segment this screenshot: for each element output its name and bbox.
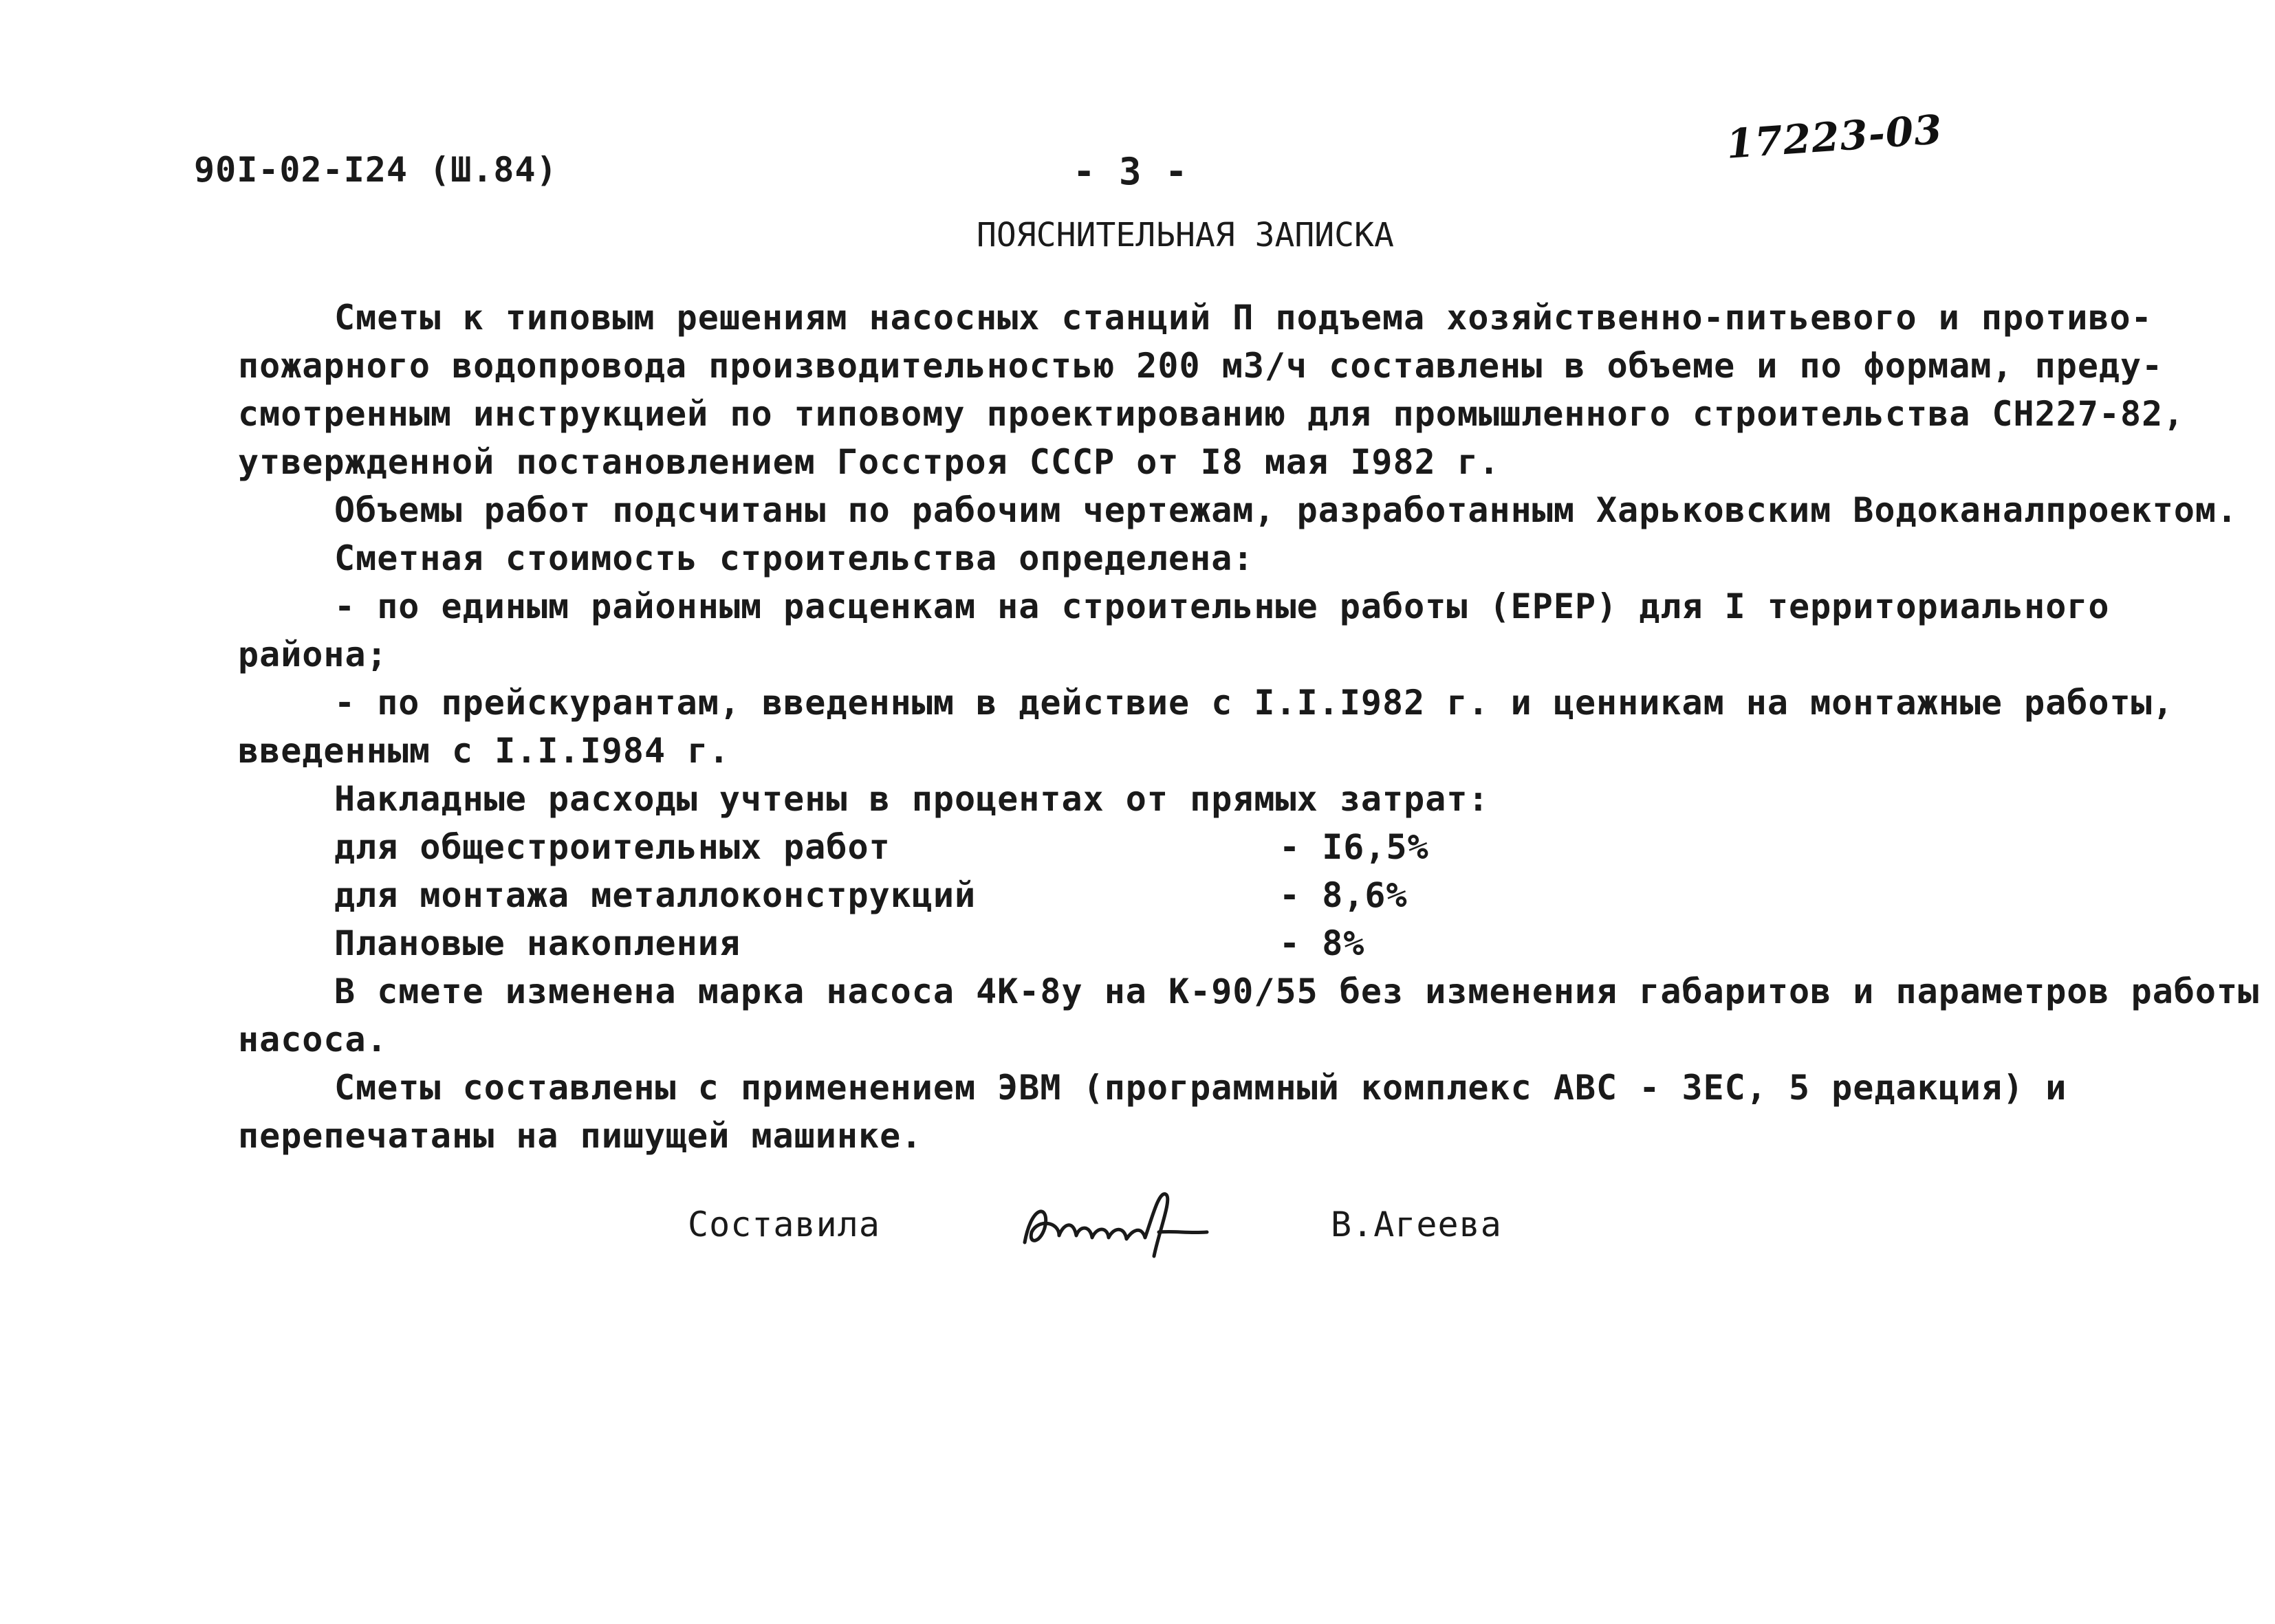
paragraph-5-line-2: введенным с I.I.I984 г. [238,731,730,771]
paragraph-1-line-2: пожарного водопровода производительностью 200 м3/ч составлены в объеме и по формам, преду- [238,346,2164,386]
page-title: ПОЯСНИТЕЛЬНАЯ ЗАПИСКА [977,216,1394,254]
rate-label: для монтажа металлоконструкций [334,875,977,915]
paragraph-6: Накладные расходы учтены в процентах от прямых затрат: [334,779,1490,819]
page-number: - 3 - [1073,150,1188,193]
paragraph-5-line-1: - по прейскурантам, введенным в действие с I.I.I982 г. и ценникам на монтажные работы, [334,683,2174,723]
paragraph-7-line-2: насоса. [238,1020,388,1060]
signature-name: В.Агеева [1331,1205,1502,1244]
handwritten-signature [1011,1177,1217,1266]
rate-value: - 8% [1279,923,1365,963]
rate-label: Плановые накопления [334,923,741,963]
archive-number: 17223-03 [1725,106,1944,168]
paragraph-2: Объемы работ подсчитаны по рабочим чертежам, разработанным Харьковским Водоканалпроектом. [334,490,2239,530]
rate-value: - 8,6% [1279,875,1408,915]
paragraph-1-line-3: смотренным инструкцией по типовому проектированию для промышленного строительства СН227-82, [238,394,2185,434]
signature-label: Составила [688,1205,880,1244]
paragraph-1-line-4: утвержденной постановлением Госстроя СССР от I8 мая I982 г. [238,442,1501,482]
paragraph-8-line-1: Сметы составлены с применением ЭВМ (программный комплекс АВС - ЗЕС, 5 редакция) и [334,1068,2067,1108]
paragraph-8-line-2: перепечатаны на пишущей машинке. [238,1116,923,1156]
rate-value: - I6,5% [1279,827,1429,867]
document-code: 90I-02-I24 (Ш.84) [194,150,558,190]
paragraph-4-line-2: района; [238,635,388,674]
paragraph-7-line-1: В смете изменена марка насоса 4К-8у на К-90/55 без изменения габаритов и параметров работы [334,972,2260,1011]
paragraph-4-line-1: - по единым районным расценкам на строительные работы (ЕРЕР) для I территориального [334,586,2110,626]
paragraph-1-line-1: Сметы к типовым решениям насосных станций П подъема хозяйственно-питьевого и противо- [334,298,2153,338]
rate-label: для общестроительных работ [334,827,891,867]
paragraph-3: Сметная стоимость строительства определена: [334,538,1254,578]
